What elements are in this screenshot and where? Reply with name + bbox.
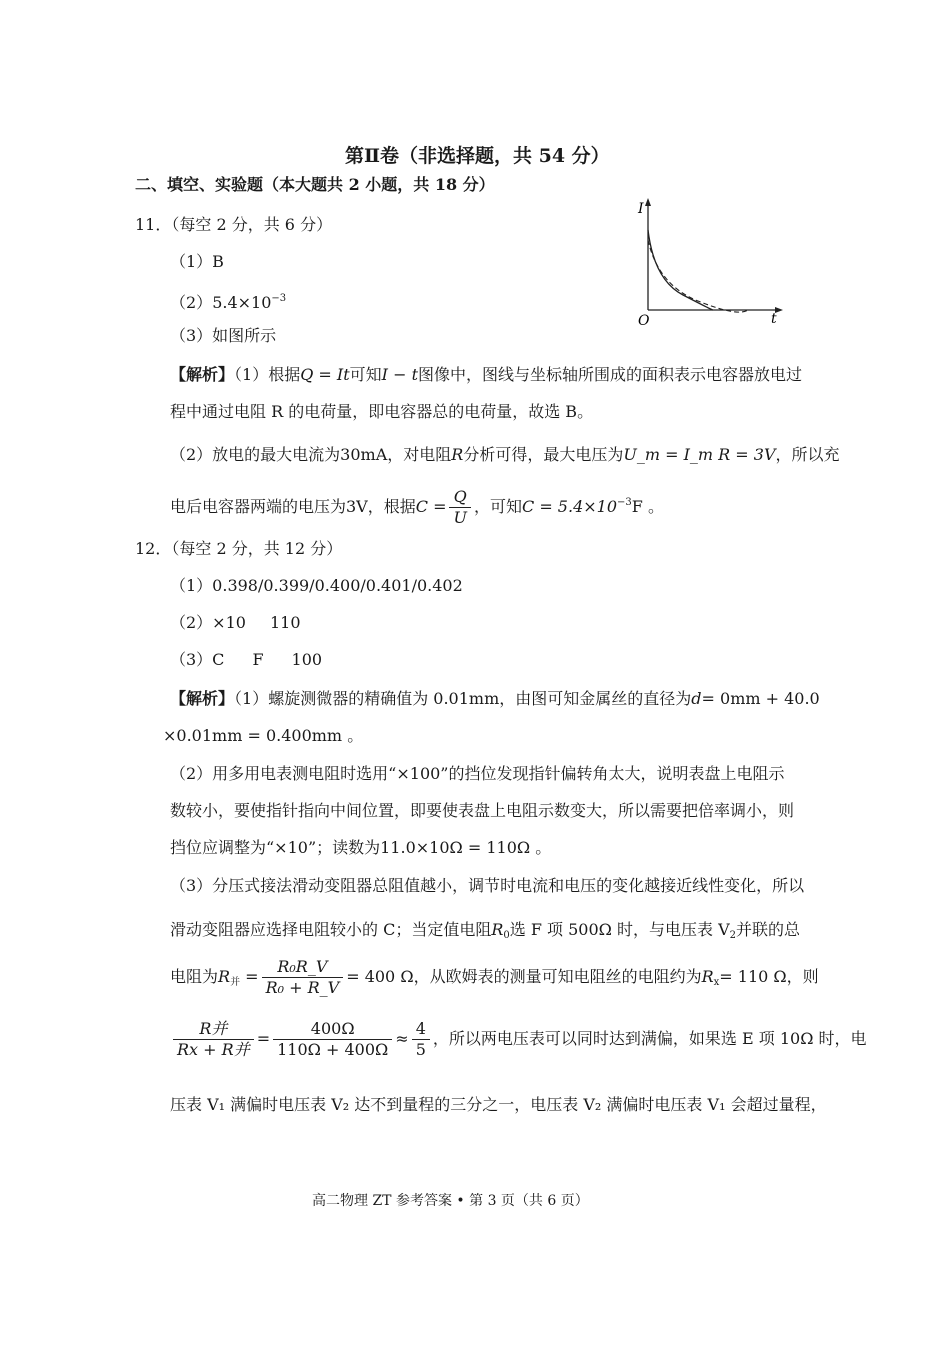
section-title: 第Ⅱ卷（非选择题，共 54 分）: [345, 145, 610, 167]
q12-analysis-line-10: 压表 V₁ 满偏时电压表 V₂ 达不到量程的三分之一，电压表 V₂ 满偏时电压表 V₁ 会超过量程，: [170, 1095, 827, 1114]
q12-answer-2: （2）×10 110: [170, 613, 301, 632]
q12-analysis-line-2: ×0.01mm = 0.400mm 。: [163, 726, 364, 745]
q11-analysis-line-2: 程中通过电阻 R 的电荷量，即电容器总的电荷量，故选 B。: [170, 402, 594, 421]
y-axis-arrow: [645, 198, 651, 206]
q12-analysis-line-4: 数较小，要使指针指向中间位置，即要使表盘上电阻示数变大，所以需要把倍率调小，则: [170, 801, 795, 820]
fraction-q-over-u: $\frac{Q}{U}$: [449, 488, 470, 527]
origin-label: O: [638, 313, 650, 329]
page-footer: 高二物理 ZT 参考答案 • 第 3 页（共 6 页）: [312, 1193, 589, 1209]
q12-answer-3: （3）C F 100: [170, 650, 323, 669]
q11-answer-2: $(2)5.4\times 10^{-3}$: [170, 293, 287, 312]
q12-analysis-line-1: 【解析】（1）螺旋测微器的精确值为 0.01mm，由图可知金属丝的直径为d= 0mm + 40.0: [170, 689, 820, 708]
q11-analysis-line-1: 【解析】（1）根据Q = It可知I − t图像中，图线与坐标轴所围成的面积表示电容器放电过: [170, 365, 803, 384]
fraction-voltage-ratio: $\frac{\text{R并}}{\text{Rx + R并}}$: [173, 1020, 254, 1059]
q12-analysis-line-5: 挡位应调整为“×10”；读数为11.0×10Ω = 110Ω 。: [170, 838, 552, 857]
measured-curve: [648, 230, 713, 310]
q12-analysis-line-7: 滑动变阻器应选择电阻较小的 C；当定值电阻$R_0$选 F 项 500Ω 时，与电压表 $V_2$并联的总: [170, 920, 801, 941]
q11-heading: 11．（每空 2 分，共 6 分）: [135, 215, 333, 234]
q12-analysis-line-8: 电阻为$R_并$ = $\frac{\text{R₀R\_V}}{\text{R₀ + R\_V}}$ = 400 Ω，从欧姆表的测量可知电阻丝的电阻约为$R_x= 110$ Ω，则: [170, 957, 819, 997]
discharge-curve-graph: [628, 195, 788, 330]
q12-analysis-line-6: （3）分压式接法滑动变阻器总阻值越小，调节时电流和电压的变化越接近线性变化，所以: [170, 876, 805, 895]
q11-answer-1: （1）B: [170, 252, 224, 271]
q11-analysis-line-4: 电后电容器两端的电压为3V，根据C = $\frac{Q}{U}$ ，可知$C = 5.4\times 10^{-3}F$ 。: [170, 487, 664, 527]
q12-heading: 12．（每空 2 分，共 12 分）: [135, 539, 343, 558]
fraction-four-fifths: $\frac{4}{5}$: [412, 1020, 430, 1059]
x-axis-label: t: [771, 311, 777, 327]
section-heading: 二、填空、实验题（本大题共 2 小题，共 18 分）: [135, 175, 495, 194]
y-axis-label: I: [638, 201, 644, 217]
fraction-numeric: $\frac{400\Omega}{110\Omega + 400\Omega}$: [273, 1020, 392, 1059]
fraction-parallel-resistance: $\frac{\text{R₀R\_V}}{\text{R₀ + R\_V}}$: [262, 958, 344, 997]
q12-analysis-line-9: $\frac{\text{R并}}{\text{Rx + R并}}$ = $\frac{400\Omega}{110\Omega + 400\Omega}$ ≈ $\frac{4}{5}$ ，所以两电压表可以同时达到满偏，如果选 E 项 10Ω 时，电: [170, 1020, 867, 1059]
q11-answer-3: （3）如图所示: [170, 326, 277, 345]
q12-answer-1: （1）0.398/0.399/0.400/0.401/0.402: [170, 576, 463, 595]
q12-analysis-line-3: （2）用多用电表测电阻时选用“×100”的挡位发现指针偏转角太大，说明表盘上电阻示: [170, 764, 785, 783]
q11-analysis-line-3: （2）放电的最大电流为30mA，对电阻R分析可得，最大电压为U_m = I_m R = 3V，所以充: [170, 445, 840, 464]
